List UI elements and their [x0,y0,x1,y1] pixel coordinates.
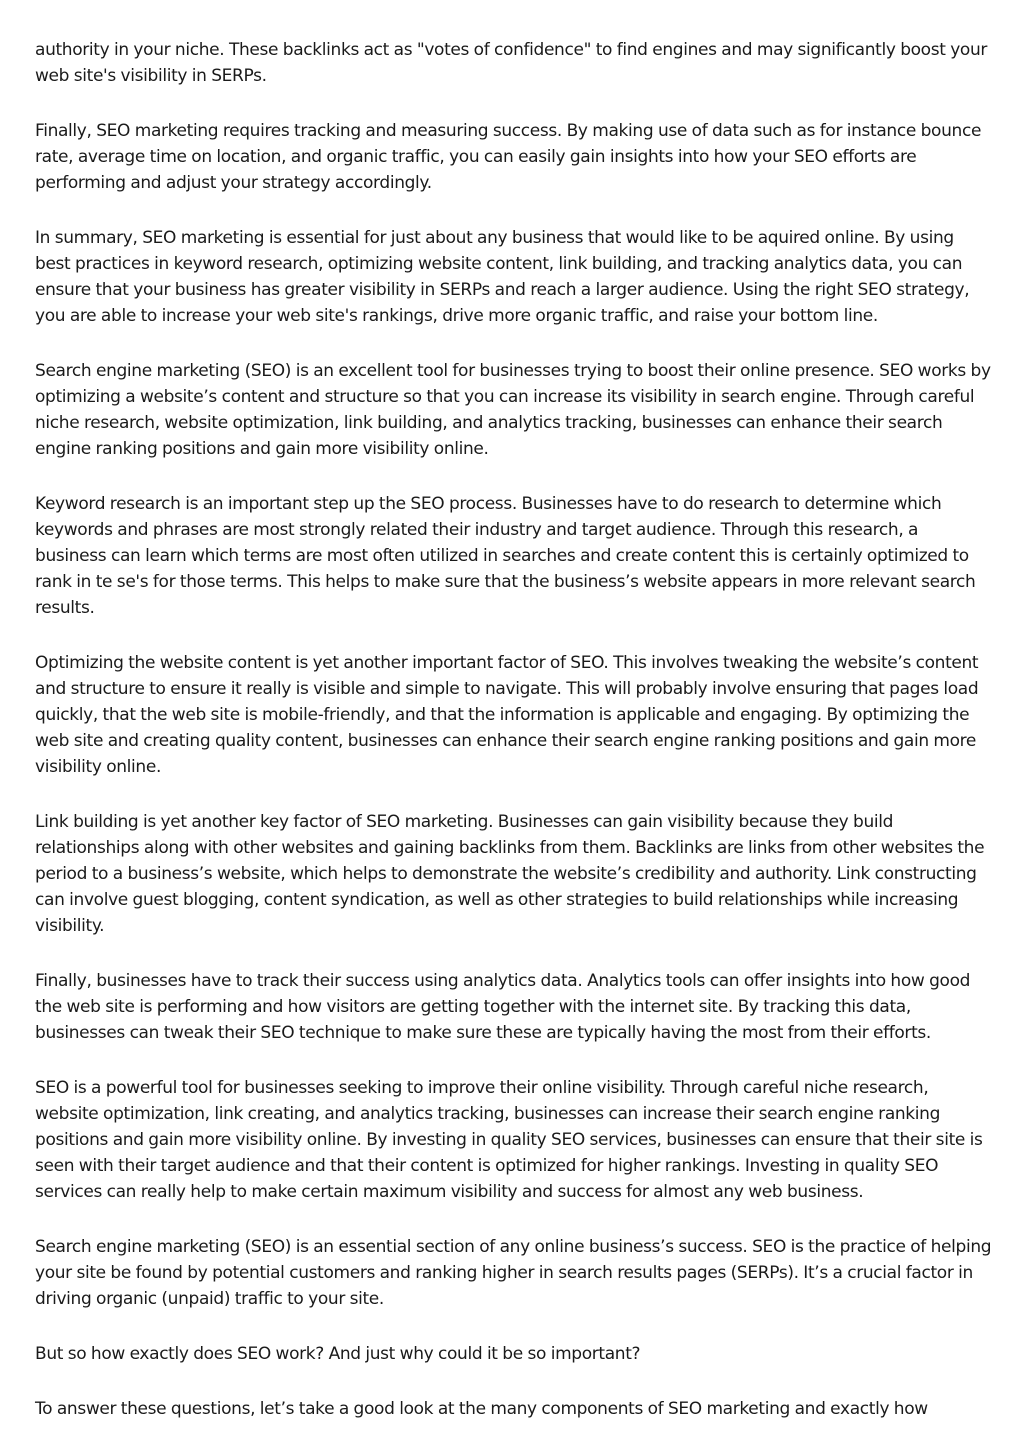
paragraph: To answer these questions, let’s take a good look at the many components of SEO marketing and exactly how [35,1399,928,1419]
paragraph: authority in your niche. These backlinks act as "votes of confidence" to find engines and may significantly boost your web site's visibility in SERPs. [35,40,988,86]
paragraph: Search engine marketing (SEO) is an excellent tool for businesses trying to boost their online presence. SEO works by optimizing a website’s content and structure so that you can increase its visibility in search engine. Through careful niche research, website optimization, link building, and analytics tracking, businesses can enhance their search engine ranking positions and gain more visibility online. [35,361,991,459]
paragraph: Finally, businesses have to track their success using analytics data. Analytics tools can offer insights into how good the web site is performing and how visitors are getting together with the internet site. By tracking this data, businesses can tweak their SEO technique to make sure these are typically having the most from their efforts. [35,971,971,1043]
paragraph: Optimizing the website content is yet another important factor of SEO. This involves tweaking the website’s content and structure to ensure it really is visible and simple to navigate. This will probably involve ensuring that pages load quickly, that the web site is mobile-friendly, and that the information is applicable and engaging. By optimizing the web site and creating quality content, businesses can enhance their search engine ranking positions and gain more visibility online. [35,653,979,777]
paragraph: In summary, SEO marketing is essential for just about any business that would like to be aquired online. By using best practices in keyword research, optimizing website content, link building, and tracking analytics data, you can ensure that your business has greater visibility in SERPs and reach a larger audience. Using the right SEO strategy, you are able to increase your web site's rankings, drive more organic traffic, and raise your bottom line. [35,228,970,326]
paragraph: But so how exactly does SEO work? And just why could it be so important? [35,1344,641,1364]
paragraph: Search engine marketing (SEO) is an essential section of any online business’s success. SEO is the practice of helping your site be found by potential customers and ranking higher in search results pages (SERPs). It’s a crucial factor in driving organic (unpaid) traffic to your site. [35,1237,992,1309]
paragraph: Link building is yet another key factor of SEO marketing. Businesses can gain visibility because they build relationships along with other websites and gaining backlinks from them. Backlinks are links from other websites the period to a business’s website, which helps to demonstrate the website’s credibility and authority. Link constructing can involve guest blogging, content syndication, as well as other strategies to build relationships while increasing visibility. [35,812,985,936]
paragraph: Finally, SEO marketing requires tracking and measuring success. By making use of data such as for instance bounce rate, average time on location, and organic traffic, you can easily gain insights into how your SEO efforts are performing and adjust your strategy accordingly. [35,121,982,193]
paragraph: SEO is a powerful tool for businesses seeking to improve their online visibility. Through careful niche research, website optimization, link creating, and analytics tracking, businesses can increase their search engine ranking positions and gain more visibility online. By investing in quality SEO services, businesses can ensure that their site is seen with their target audience and that their content is optimized for higher rankings. Investing in quality SEO services can really help to make certain maximum visibility and success for almost any web business. [35,1078,983,1202]
document-body [35,37,993,1451]
paragraph: Keyword research is an important step up the SEO process. Businesses have to do research to determine which keywords and phrases are most strongly related their industry and target audience. Through this research, a business can learn which terms are most often utilized in searches and create content this is certainly optimized to rank in te se's for those terms. This helps to make sure that the business’s website appears in more relevant search results. [35,494,976,618]
